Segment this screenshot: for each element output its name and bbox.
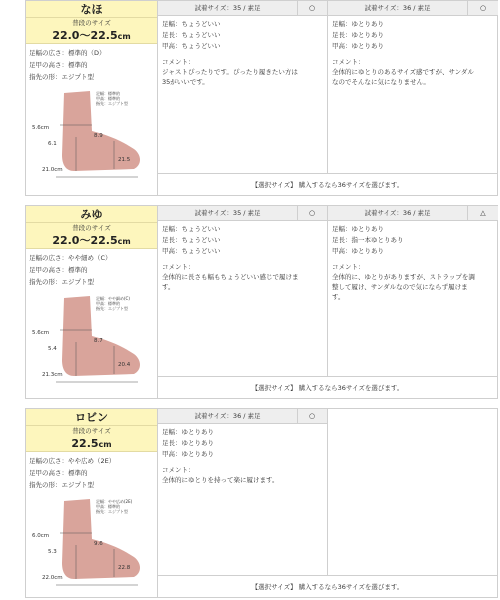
trial-size-label: 試着サイズ：36 / 素足 — [328, 1, 468, 16]
comment-line: 全体的にゆとりを持って楽に履けます。 — [162, 476, 279, 484]
foot-traits — [26, 249, 157, 288]
foot-width: 21.5 — [118, 157, 131, 163]
fit-instep: 甲高：ゆとりあり — [162, 450, 214, 458]
foot-length: 21.0cm — [42, 167, 63, 173]
reviewer-profile — [26, 1, 158, 195]
fit-width: 足幅：ゆとりあり — [162, 428, 214, 436]
trait-width: 足幅の広さ：やや広め（2E） — [29, 457, 116, 465]
instep-height: 5.3 — [48, 549, 57, 555]
reviewer-name: ロビン — [26, 409, 157, 426]
foot-traits — [26, 452, 157, 491]
ankle-height: 6.0cm — [32, 533, 50, 539]
fit-rating-mark: ○ — [308, 4, 316, 12]
comment-line: す。 — [162, 283, 175, 291]
reviewer-name: なほ — [26, 1, 157, 18]
fit-width: 足幅：ちょうどいい — [162, 225, 221, 233]
fit-instep: 甲高：ゆとりあり — [332, 247, 384, 255]
foot-traits — [26, 44, 157, 83]
trial-size-label: 試着サイズ：35 / 素足 — [158, 206, 298, 221]
fit-length: 足長：ちょうどいい — [162, 31, 221, 39]
foot-note-width: 足幅：やや広め(2E) — [96, 499, 133, 504]
trial-header — [158, 1, 327, 16]
foot-note-instep: 甲高：標準的 — [96, 301, 120, 306]
fit-length: 足長：ゆとりあり — [162, 439, 214, 447]
fit-width: 足幅：ちょうどいい — [162, 20, 221, 28]
foot-note-toe: 指先：エジプト型 — [96, 306, 128, 311]
foot-note-instep: 甲高：標準的 — [96, 504, 120, 509]
reviewer-name: みゆ — [26, 206, 157, 223]
comment-line: 整して履け、サンダルなので気にならず履けま — [332, 283, 468, 291]
foot-width: 22.8 — [118, 565, 131, 571]
comment-label: コメント： — [332, 58, 365, 66]
ball-girth: 9.6 — [94, 541, 103, 547]
ball-girth: 8.7 — [94, 338, 103, 344]
ankle-height: 5.6cm — [32, 125, 50, 131]
trial-header — [328, 1, 498, 16]
fit-length: 足長：指一本ゆとりあり — [332, 236, 404, 244]
comment-line: ジャストぴったりです。ぴったり履きたい方は — [162, 68, 298, 76]
usual-size-value: 22.0〜22.5cm — [52, 29, 131, 42]
instep-height: 6.1 — [48, 141, 57, 147]
comment-line: 35がいいです。 — [162, 78, 209, 86]
usual-size-label: 普段のサイズ — [72, 224, 111, 232]
usual-size-box — [26, 18, 157, 44]
trait-toe: 指先の形：エジプト型 — [29, 73, 94, 81]
comment-line: 全体的に長さも幅もちょうどいい感じで履けま — [162, 273, 299, 281]
fit-rating-mark: △ — [480, 209, 486, 217]
fit-length: 足長：ゆとりあり — [332, 31, 384, 39]
fit-instep: 甲高：ちょうどいい — [162, 247, 221, 255]
trial-body — [158, 424, 327, 488]
comment-label: コメント： — [162, 263, 195, 271]
foot-length: 21.3cm — [42, 372, 63, 378]
fit-rating-mark: ○ — [308, 412, 316, 420]
foot-diagram-icon — [30, 290, 154, 386]
usual-size-label: 普段のサイズ — [72, 427, 111, 435]
foot-note-width: 足幅：標準的 — [96, 91, 120, 96]
usual-size-label: 普段のサイズ — [72, 19, 111, 27]
comment-line: 全体的に、ゆとりがありますが、ストラップを調 — [332, 273, 475, 281]
ball-girth: 8.9 — [94, 133, 103, 139]
comment-line: す。 — [332, 293, 345, 301]
trial-size-label: 試着サイズ：36 / 素足 — [328, 206, 468, 221]
trait-instep: 足甲の高さ：標準的 — [29, 469, 88, 477]
fit-rating-mark: ○ — [308, 209, 316, 217]
foot-length: 22.0cm — [42, 575, 63, 581]
trait-toe: 指先の形：エジプト型 — [29, 481, 94, 489]
trial-body — [158, 221, 327, 295]
comment-label: コメント： — [162, 58, 195, 66]
trial-size-36 — [158, 409, 328, 597]
trial-size-35 — [158, 1, 328, 195]
foot-note-toe: 指先：エジプト型 — [96, 101, 128, 106]
usual-size-value: 22.0〜22.5cm — [52, 234, 131, 247]
foot-note-instep: 甲高：標準的 — [96, 96, 120, 101]
foot-note-toe: 指先：エジプト型 — [96, 509, 128, 514]
selected-size-note: 【選択サイズ】 購入するなら36サイズを選びます。 — [158, 376, 497, 398]
foot-diagram-icon — [30, 493, 154, 589]
reviewer-profile — [26, 206, 158, 398]
usual-size-box — [26, 223, 157, 249]
trial-size-label: 試着サイズ：35 / 素足 — [158, 1, 298, 16]
trial-body — [158, 16, 327, 90]
review-block-miyu — [25, 205, 498, 399]
selected-size-note: 【選択サイズ】 購入するなら36サイズを選びます。 — [158, 575, 497, 597]
trial-size-36 — [328, 1, 498, 195]
trial-body — [328, 16, 498, 90]
foot-width: 20.4 — [118, 362, 131, 368]
fit-width: 足幅：ゆとりあり — [332, 20, 384, 28]
comment-line: 全体的にゆとりのあるサイズ感ですが、サンダル — [332, 68, 474, 76]
comment-line: なのでそんなに気になりません。 — [332, 78, 430, 86]
trial-header — [158, 206, 327, 221]
trial-header — [158, 409, 327, 424]
empty-trial-column — [328, 409, 498, 597]
foot-note-width: 足幅：やや細め(C) — [96, 296, 130, 301]
fit-rating-mark: ○ — [479, 4, 487, 12]
trial-size-36 — [328, 206, 498, 398]
usual-size-box — [26, 426, 157, 452]
comment-label: コメント： — [162, 466, 195, 474]
trait-toe: 指先の形：エジプト型 — [29, 278, 94, 286]
usual-size-value: 22.5cm — [71, 437, 112, 450]
fit-instep: 甲高：ゆとりあり — [332, 42, 384, 50]
selected-size-note: 【選択サイズ】 購入するなら36サイズを選びます。 — [158, 173, 497, 195]
fit-width: 足幅：ゆとりあり — [332, 225, 384, 233]
fit-instep: 甲高：ちょうどいい — [162, 42, 221, 50]
reviewer-profile — [26, 409, 158, 597]
review-block-robin — [25, 408, 498, 598]
fit-length: 足長：ちょうどいい — [162, 236, 221, 244]
trait-instep: 足甲の高さ：標準的 — [29, 61, 88, 69]
trait-width: 足幅の広さ：やや細め（C） — [29, 254, 112, 262]
foot-diagram-icon — [30, 85, 154, 181]
ankle-height: 5.6cm — [32, 330, 50, 336]
trial-header — [328, 206, 498, 221]
trait-instep: 足甲の高さ：標準的 — [29, 266, 88, 274]
instep-height: 5.4 — [48, 346, 57, 352]
trial-size-label: 試着サイズ：36 / 素足 — [158, 409, 298, 424]
review-block-naho — [25, 0, 498, 196]
trait-width: 足幅の広さ：標準的（D） — [29, 49, 106, 57]
trial-size-35 — [158, 206, 328, 398]
trial-body — [328, 221, 498, 305]
comment-label: コメント： — [332, 263, 365, 271]
